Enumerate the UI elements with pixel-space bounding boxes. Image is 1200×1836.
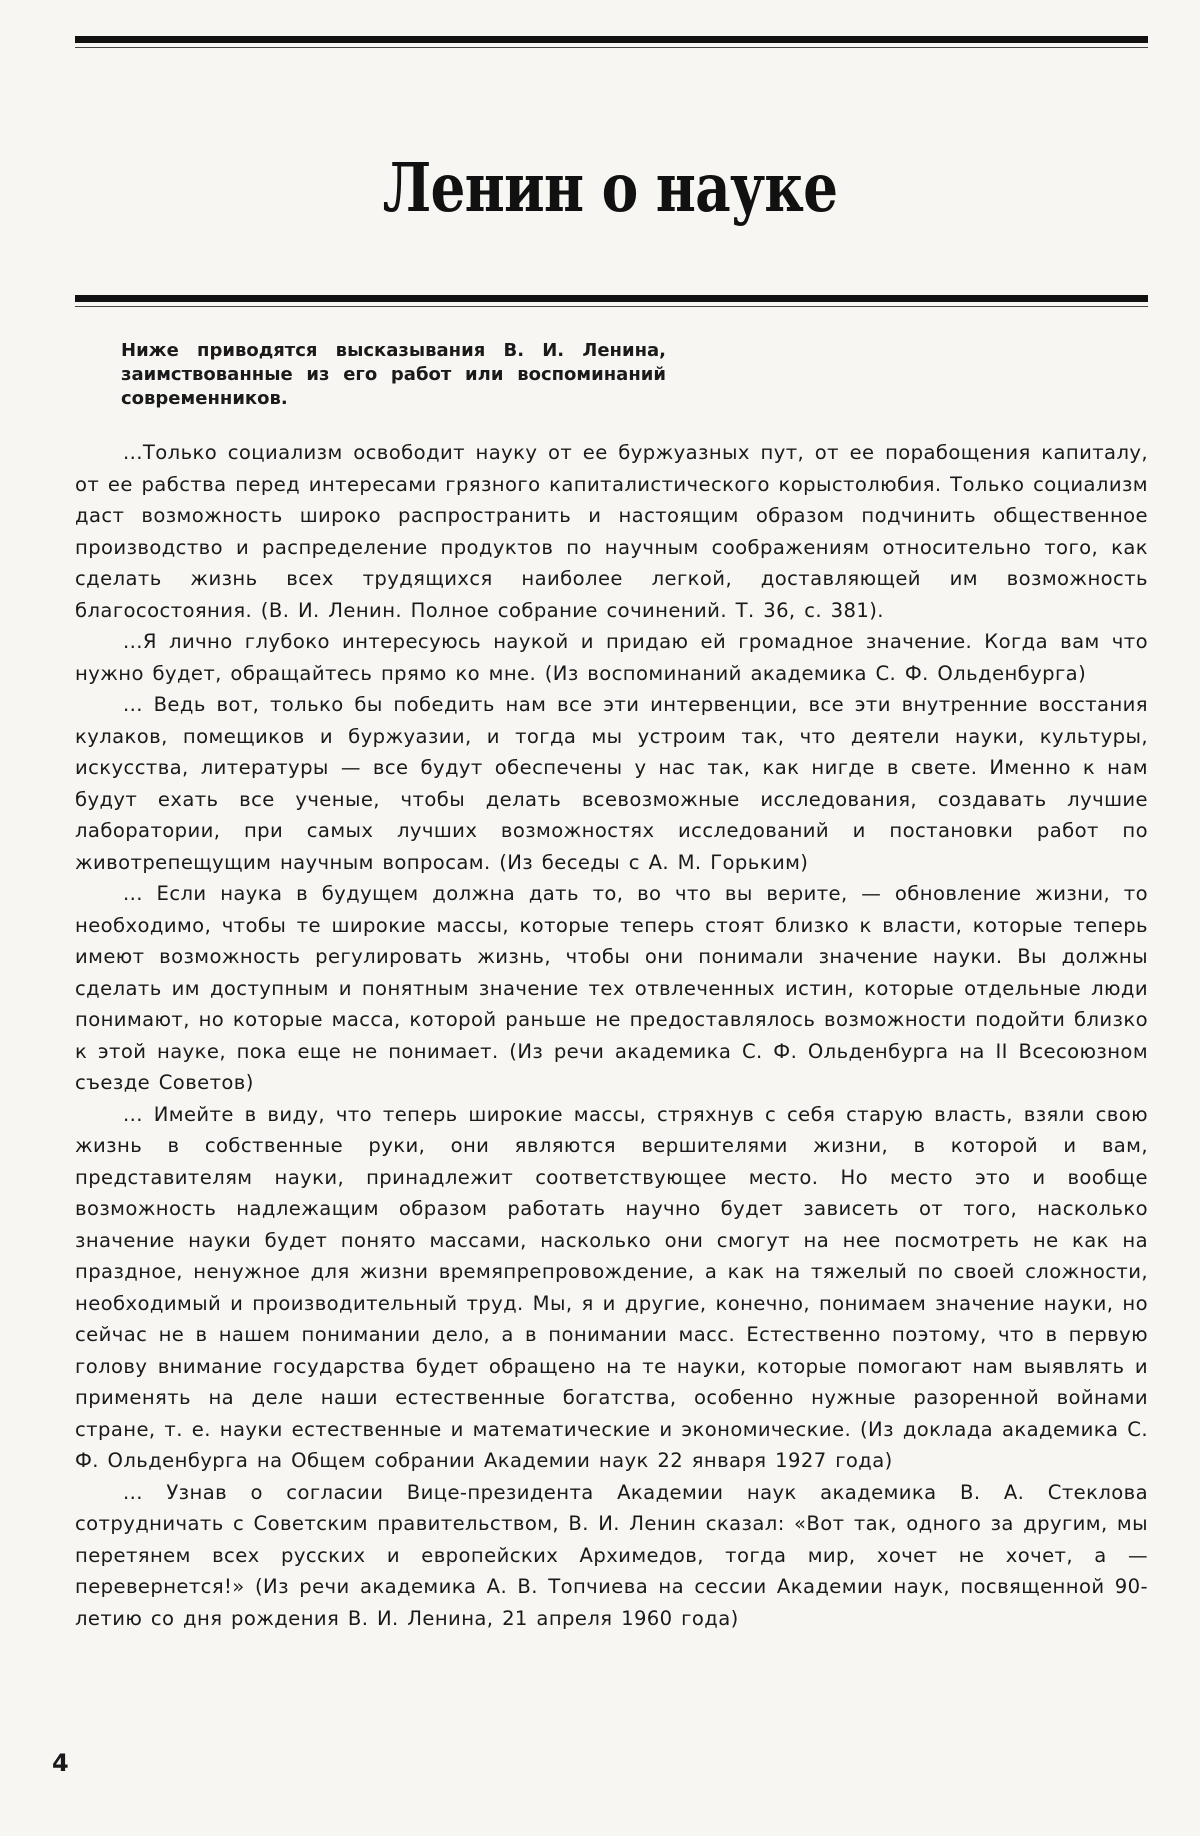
top-rule-thin	[75, 47, 1148, 48]
page-number: 4	[52, 1749, 69, 1777]
page-title: Ленин о науке	[382, 148, 838, 227]
paragraph-2: ...Я лично глубоко интересуюсь наукой и придаю ей громадное значение. Когда вам что нужно будет, обращайтесь прямо ко мне. (Из воспоминаний академика С. Ф. Ольденбурга)	[75, 630, 1148, 685]
top-rule-thick	[75, 36, 1148, 43]
paragraph-3: ... Ведь вот, только бы победить нам все эти интервенции, все эти внутренние восстания кулаков, помещиков и буржуазии, и тогда мы устроим так, что деятели науки, культуры, искусства, литературы — все будут обеспечены у нас так, как нигде в свете. Именно к нам будут ехать все ученые, чтобы делать всевозможные исследования, создавать лучшие лаборатории, при самых лучших возможностях исследований и постановки работ по животрепещущим научным вопросам. (Из беседы с А. М. Горьким)	[75, 693, 1148, 874]
title-rule-thick	[75, 295, 1148, 302]
paragraph-4: ... Если наука в будущем должна дать то, во что вы верите, — обновление жизни, то необходимо, чтобы те широкие массы, которые теперь стоят близко к власти, которые теперь имеют возможность регулировать жизнь, чтобы они понимали значение науки. Вы должны сделать им доступным и понятным значение тех отвлеченных истин, которые отдельные люди понимают, но которые масса, которой раньше не предоставлялось возможности подойти близко к этой науке, пока еще не понимает. (Из речи академика С. Ф. Ольденбурга на II Всесоюзном съезде Советов)	[75, 882, 1148, 1094]
title-rule-thin	[75, 306, 1148, 307]
article-body	[75, 437, 1148, 1634]
paragraph-5: ... Имейте в виду, что теперь широкие массы, стряхнув с себя старую власть, взяли свою жизнь в собственные руки, они являются вершителями жизни, в которой и вам, представителям науки, принадлежит соответствующее место. Но место это и вообще возможность надлежащим образом работать научно будет зависеть от того, насколько значение науки будет понято массами, насколько они смогут на нее посмотреть не как на праздное, ненужное для жизни времяпрепровождение, а как на тяжелый по своей сложности, необходимый и производительный труд. Мы, я и другие, конечно, понимаем значение науки, но сейчас не в нашем понимании дело, а в понимании масс. Естественно поэтому, что в первую голову внимание государства будет обращено на те науки, которые помогают нам выявлять и применять на деле наши естественные богатства, особенно нужные разоренной войнами стране, т. е. науки естественные и математические и экономические. (Из доклада академика С. Ф. Ольденбурга на Общем собрании Академии наук 22 января 1927 года)	[75, 1102, 1148, 1472]
paragraph-6: ... Узнав о согласии Вице-президента Академии наук академика В. А. Стеклова сотрудничать с Советским правительством, В. И. Ленин сказал: «Вот так, одного за другим, мы перетянем всех русских и европейских Архимедов, тогда мир, хочет не хочет, а — перевернется!» (Из речи академика А. В. Топчиева на сессии Академии наук, посвященной 90-летию со дня рождения В. И. Ленина, 21 апреля 1960 года)	[75, 1480, 1148, 1630]
intro-text: Ниже приводятся высказывания В. И. Ленина, заимствованные из его работ или воспоминаний современников.	[121, 340, 666, 409]
paragraph-1: ...Только социализм освободит науку от ее буржуазных пут, от ее порабощения капиталу, от ее рабства перед интересами грязного капиталистического корыстолюбия. Только социализм даст возможность широко распространить и настоящим образом подчинить общественное производство и распределение продуктов по научным соображениям относительно того, как сделать жизнь всех трудящихся наиболее легкой, доставляющей им возможность благосостояния. (В. И. Ленин. Полное собрание сочинений. Т. 36, с. 381).	[75, 441, 1148, 622]
